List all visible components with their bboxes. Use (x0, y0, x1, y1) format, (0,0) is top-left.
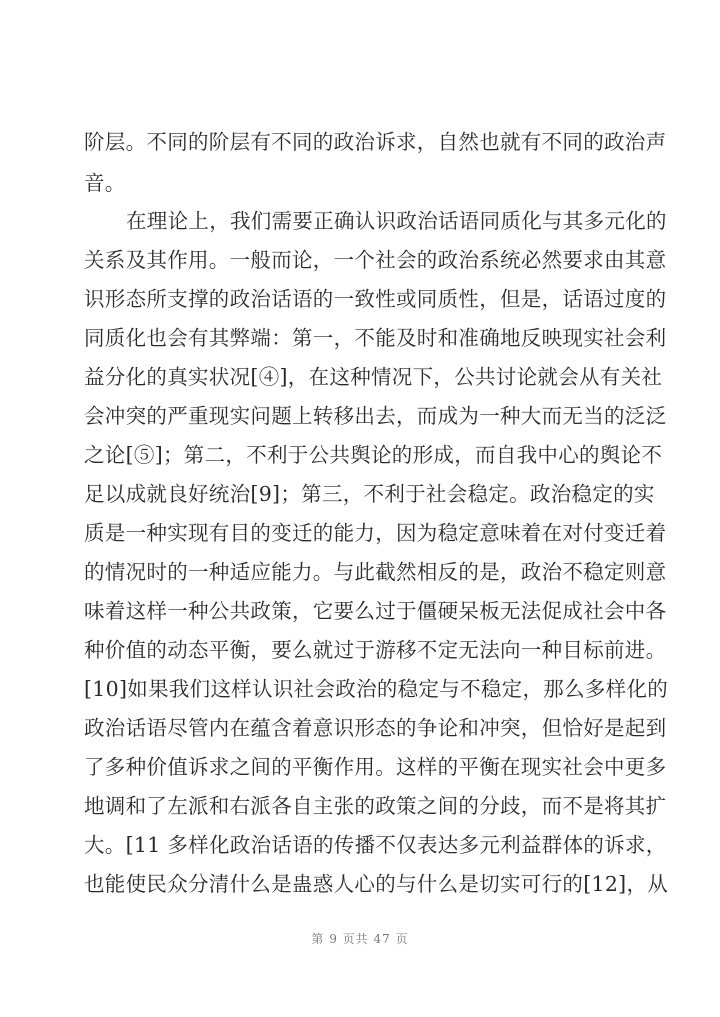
text-line-6: 同质化也会有其弊端：第一，不能及时和准确地反映现实社会利 (84, 326, 667, 350)
text-line-19: 大。[11 多样化政治话语的传播不仅表达多元利益群体的诉求， (84, 833, 667, 857)
text-line-8: 会冲突的严重现实问题上转移出去，而成为一种大而无当的泛泛 (84, 404, 667, 428)
text-line-1: 阶层。不同的阶层有不同的政治诉求，自然也就有不同的政治声 (84, 130, 667, 154)
text-line-4: 关系及其作用。一般而论，一个社会的政治系统必然要求由其意 (84, 248, 667, 272)
text-line-15: [10]如果我们这样认识社会政治的稳定与不稳定，那么多样化的 (84, 677, 669, 701)
text-line-7: 益分化的真实状况[④]，在这种情况下，公共讨论就会从有关社 (84, 365, 663, 389)
text-line-5: 识形态所支撑的政治话语的一致性或同质性，但是，话语过度的 (84, 287, 667, 311)
text-line-16: 政治话语尽管内在蕴含着意识形态的争论和冲突，但恰好是起到 (84, 716, 667, 740)
text-line-18: 地调和了左派和右派各自主张的政策之间的分歧，而不是将其扩 (84, 794, 667, 818)
text-line-20: 也能使民众分清什么是蛊惑人心的与什么是切实可行的[12]，从 (84, 872, 669, 896)
text-line-10: 足以成就良好统治[9]；第三，不利于社会稳定。政治稳定的实 (84, 482, 655, 506)
text-line-2: 音。 (84, 171, 126, 195)
text-line-12: 的情况时的一种适应能力。与此截然相反的是，政治不稳定则意 (84, 560, 667, 584)
page-number-footer: 第 9 页共 47 页 (311, 932, 409, 946)
text-line-17: 了多种价值诉求之间的平衡作用。这样的平衡在现实社会中更多 (84, 755, 667, 779)
text-line-13: 味着这样一种公共政策，它要么过于僵硬呆板无法促成社会中各 (84, 599, 667, 623)
text-line-14: 种价值的动态平衡，要么就过于游移不定无法向一种目标前进。 (84, 638, 667, 662)
text-line-9: 之论[⑤]；第二，不利于公共舆论的形成，而自我中心的舆论不 (84, 443, 663, 467)
text-line-11: 质是一种实现有目的变迁的能力，因为稳定意味着在对付变迁着 (84, 521, 667, 545)
text-line-3: 在理论上，我们需要正确认识政治话语同质化与其多元化的 (126, 209, 667, 233)
